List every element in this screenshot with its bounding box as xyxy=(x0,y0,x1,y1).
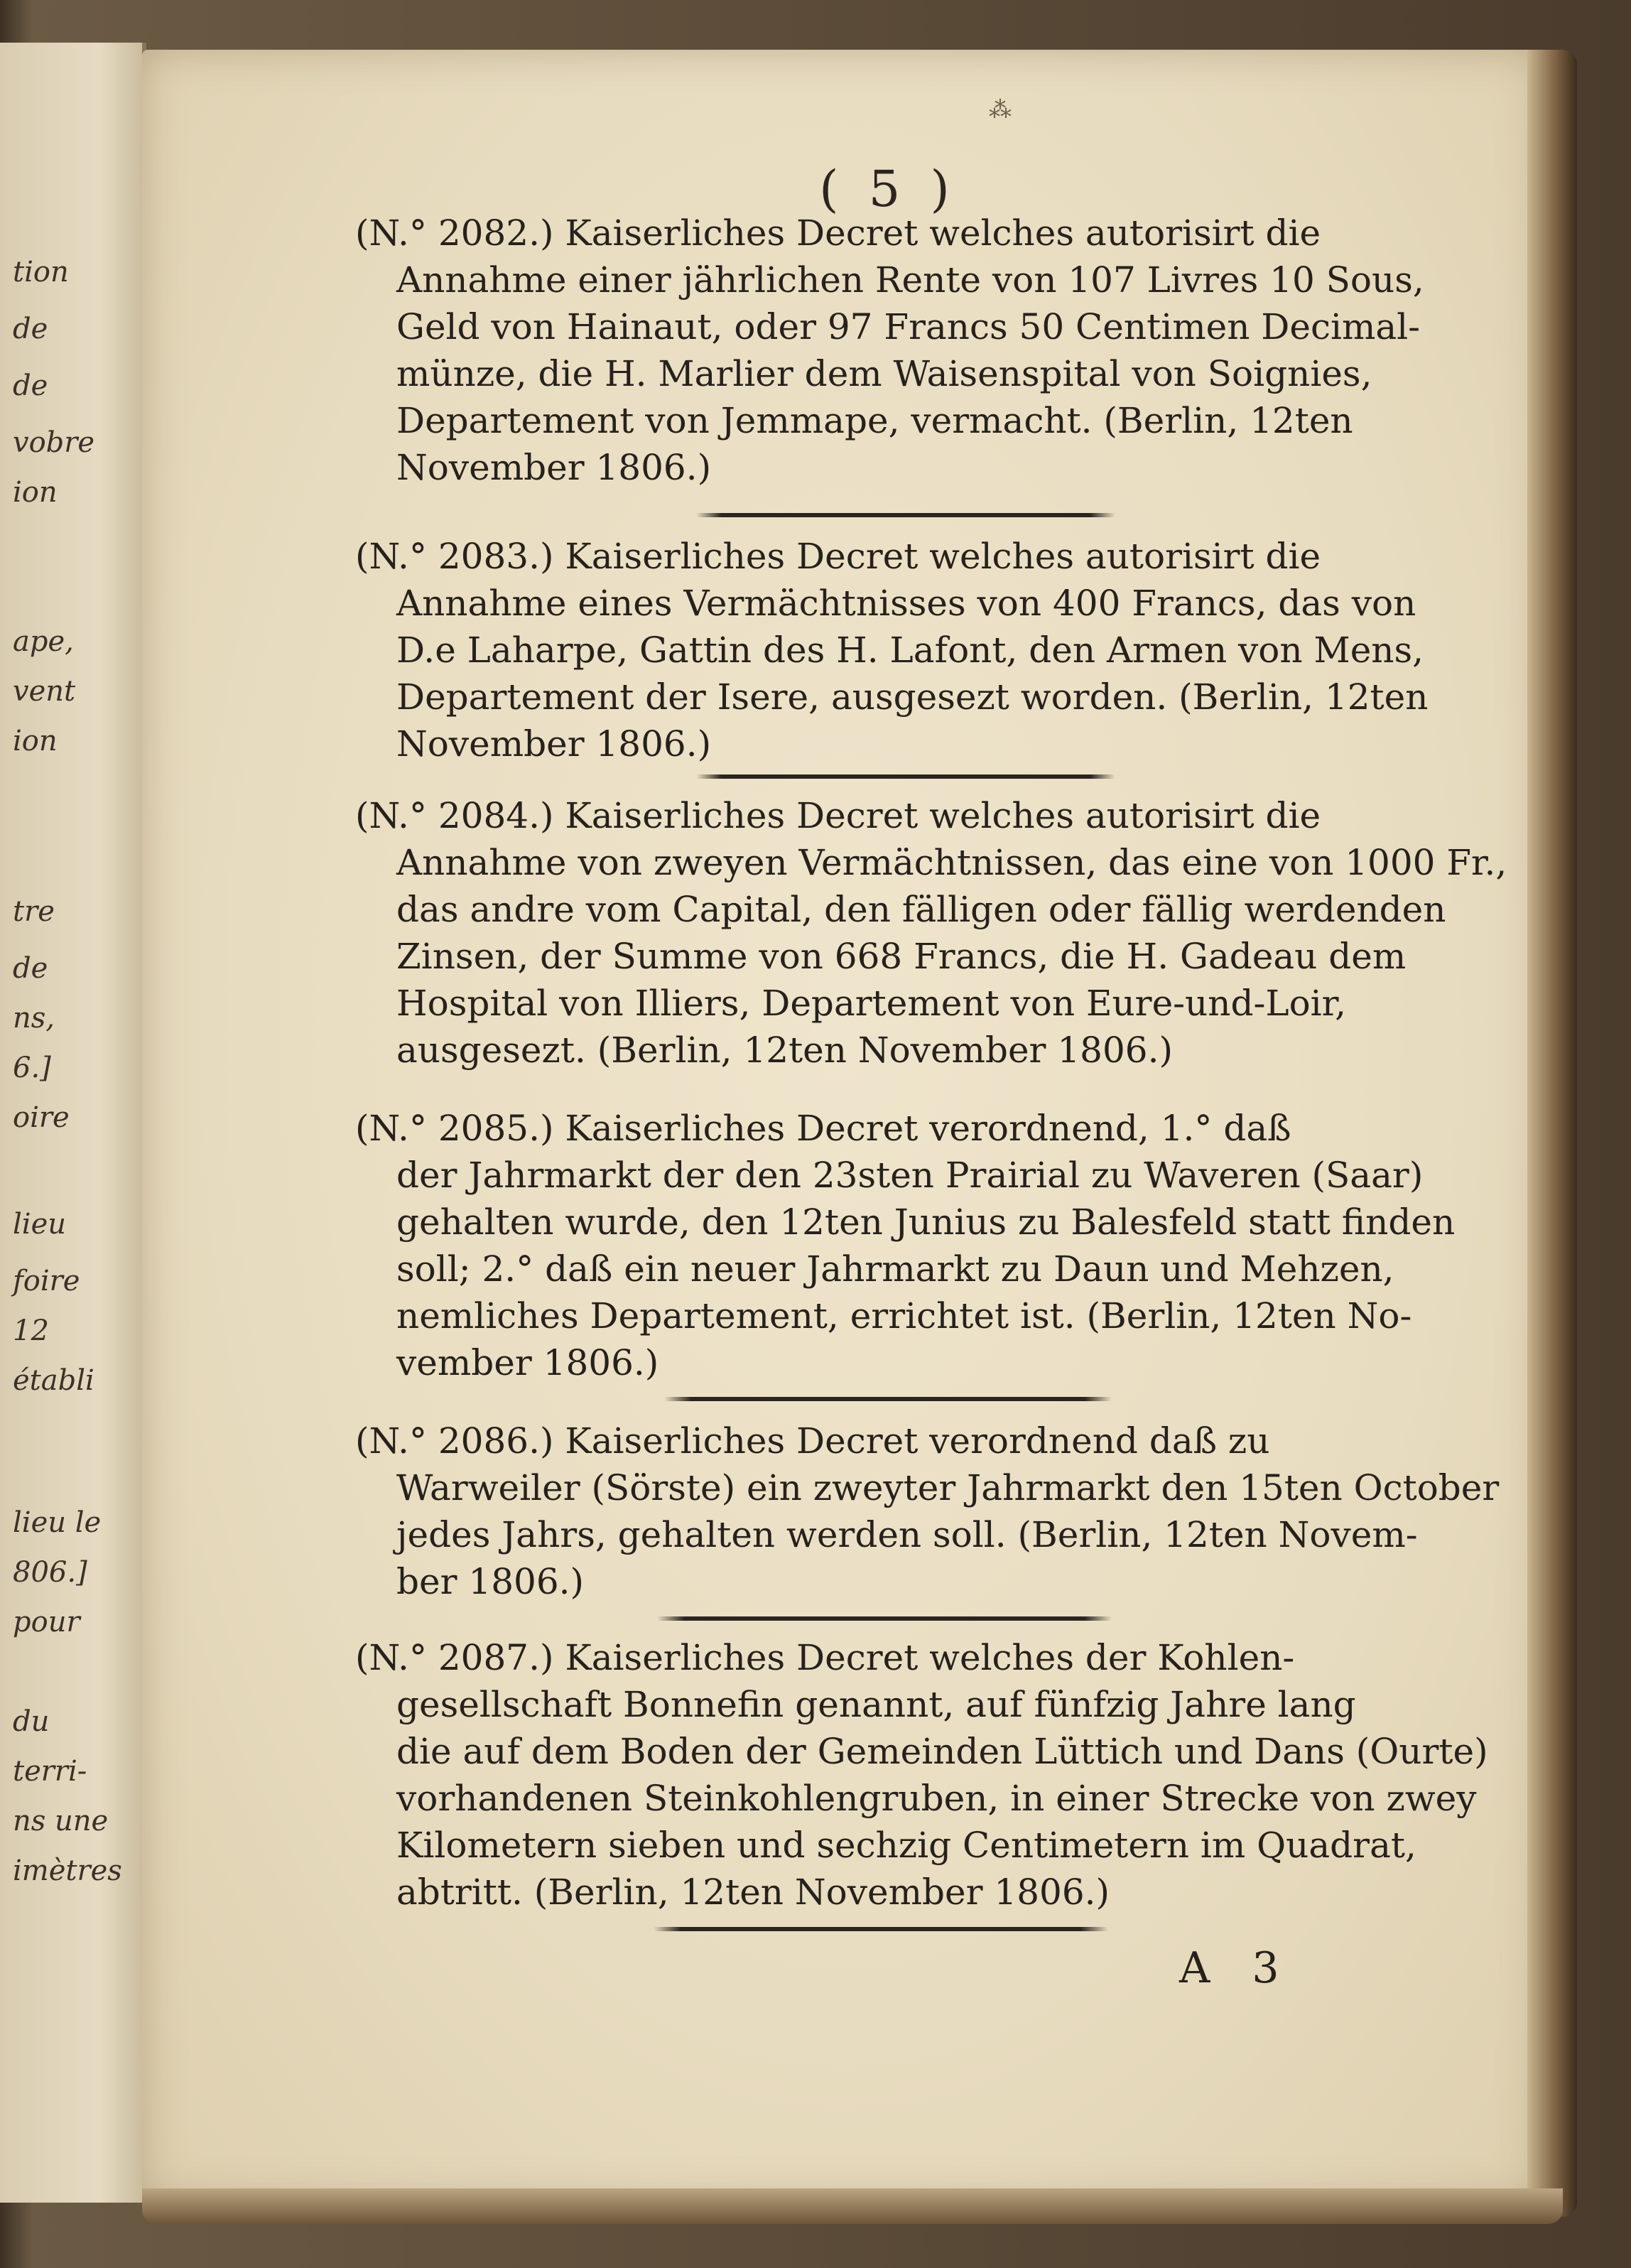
decree-entry-2087 xyxy=(355,1634,1488,1916)
entry-line: münze, die H. Marlier dem Waisenspital von Soignies, xyxy=(396,353,1372,394)
margin-fragment: 806.] xyxy=(13,1556,87,1589)
margin-fragment: ion xyxy=(13,476,58,509)
margin-fragment: foire xyxy=(13,1265,80,1297)
entry-line: (N.° 2083.) Kaiserliches Decret welches autorisirt die xyxy=(355,536,1321,577)
margin-fragment: imètres xyxy=(13,1854,122,1887)
entry-line: (N.° 2087.) Kaiserliches Decret welches der Kohlen- xyxy=(355,1637,1295,1678)
margin-fragment: lieu xyxy=(13,1208,67,1241)
section-divider xyxy=(664,1397,1112,1401)
margin-fragment: de xyxy=(13,313,48,345)
margin-fragment: ns, xyxy=(13,1002,55,1035)
entry-line: ber 1806.) xyxy=(396,1561,585,1602)
margin-fragment: tre xyxy=(13,895,55,928)
entry-line: vorhandenen Steinkohlengruben, in einer Strecke von zwey xyxy=(396,1778,1477,1819)
margin-fragment: du xyxy=(13,1705,50,1738)
decree-entry-2083 xyxy=(355,533,1435,767)
decree-entry-2084 xyxy=(355,792,1507,1074)
margin-fragment: ape, xyxy=(13,625,74,658)
entry-line: (N.° 2086.) Kaiserliches Decret verordnend daß zu xyxy=(355,1420,1270,1462)
entry-line: Zinsen, der Summe von 668 Francs, die H. Gadeau dem xyxy=(396,936,1407,977)
entry-line: das andre vom Capital, den fälligen oder fällig werdenden xyxy=(396,889,1446,930)
entry-line: abtritt. (Berlin, 12ten November 1806.) xyxy=(396,1872,1110,1913)
entry-line: November 1806.) xyxy=(396,447,712,488)
entry-line: Annahme einer jährlichen Rente von 107 Livres 10 Sous, xyxy=(396,259,1424,301)
entry-line: November 1806.) xyxy=(396,723,712,765)
entry-line: (N.° 2085.) Kaiserliches Decret verordnend, 1.° daß xyxy=(355,1108,1291,1149)
entry-line: der Jahrmarkt der den 23sten Prairial zu Waveren (Saar) xyxy=(396,1155,1424,1196)
margin-fragment: terri- xyxy=(13,1755,87,1788)
entry-line: (N.° 2082.) Kaiserliches Decret welches autorisirt die xyxy=(355,212,1321,254)
section-divider xyxy=(696,774,1115,779)
entry-line: ausgesezt. (Berlin, 12ten November 1806.) xyxy=(396,1030,1173,1071)
page-edge-right xyxy=(1527,50,1577,2217)
entry-line: Hospital von Illiers, Departement von Eure-und-Loir, xyxy=(396,983,1346,1024)
margin-fragment: tion xyxy=(13,256,69,288)
entry-line: Geld von Hainaut, oder 97 Francs 50 Centimen Decimal- xyxy=(396,306,1421,347)
decree-entry-2085 xyxy=(355,1105,1456,1386)
ornament-mark: ⁂ xyxy=(989,96,1012,123)
entry-line: D.e Laharpe, Gattin des H. Lafont, den Armen von Mens, xyxy=(396,630,1424,671)
margin-fragment: de xyxy=(13,952,48,985)
entry-line: jedes Jahrs, gehalten werden soll. (Berlin, 12ten Novem- xyxy=(396,1514,1418,1555)
margin-fragment: ns une xyxy=(13,1805,109,1837)
margin-fragment: de xyxy=(13,369,48,402)
margin-fragment: vent xyxy=(13,675,76,708)
decree-entry-2086 xyxy=(355,1418,1500,1605)
decree-entry-2082 xyxy=(355,210,1435,491)
entry-line: (N.° 2084.) Kaiserliches Decret welches autorisirt die xyxy=(355,795,1321,836)
margin-fragment: vobre xyxy=(13,426,95,459)
margin-fragment: 12 xyxy=(13,1314,49,1347)
margin-fragment: établi xyxy=(13,1364,94,1397)
section-divider xyxy=(696,513,1115,517)
entry-line: Departement der Isere, ausgesezt worden. (Berlin, 12ten xyxy=(396,676,1429,718)
entry-line: Warweiler (Sörste) ein zweyter Jahrmarkt den 15ten October xyxy=(396,1467,1500,1508)
entry-line: die auf dem Boden der Gemeinden Lüttich und Dans (Ourte) xyxy=(396,1731,1488,1772)
section-divider xyxy=(657,1616,1112,1621)
facing-page-strip xyxy=(0,43,146,2203)
section-divider xyxy=(654,1927,1108,1931)
entry-line: Departement von Jemmape, vermacht. (Berlin, 12ten xyxy=(396,400,1353,441)
entry-line: Kilometern sieben und sechzig Centimetern im Quadrat, xyxy=(396,1825,1416,1866)
entry-line: soll; 2.° daß ein neuer Jahrmarkt zu Daun und Mehzen, xyxy=(396,1248,1394,1290)
entry-line: vember 1806.) xyxy=(396,1342,659,1383)
entry-line: Annahme eines Vermächtnisses von 400 Francs, das von xyxy=(396,583,1416,624)
margin-fragment: pour xyxy=(13,1606,80,1638)
page-number: ( 5 ) xyxy=(819,160,957,218)
entry-line: gesellschaft Bonnefin genannt, auf fünfzig Jahre lang xyxy=(396,1684,1356,1725)
entry-line: Annahme von zweyen Vermächtnissen, das eine von 1000 Fr., xyxy=(396,842,1507,883)
page-edge-bottom xyxy=(142,2188,1563,2224)
margin-fragment: lieu le xyxy=(13,1506,102,1539)
entry-line: gehalten wurde, den 12ten Junius zu Balesfeld statt finden xyxy=(396,1202,1456,1243)
margin-fragment: ion xyxy=(13,725,58,757)
entry-line: nemliches Departement, errichtet ist. (Berlin, 12ten No- xyxy=(396,1295,1412,1336)
signature-mark: A 3 xyxy=(1179,1943,1294,1993)
margin-fragment: 6.] xyxy=(13,1052,51,1084)
margin-fragment: oire xyxy=(13,1101,70,1134)
